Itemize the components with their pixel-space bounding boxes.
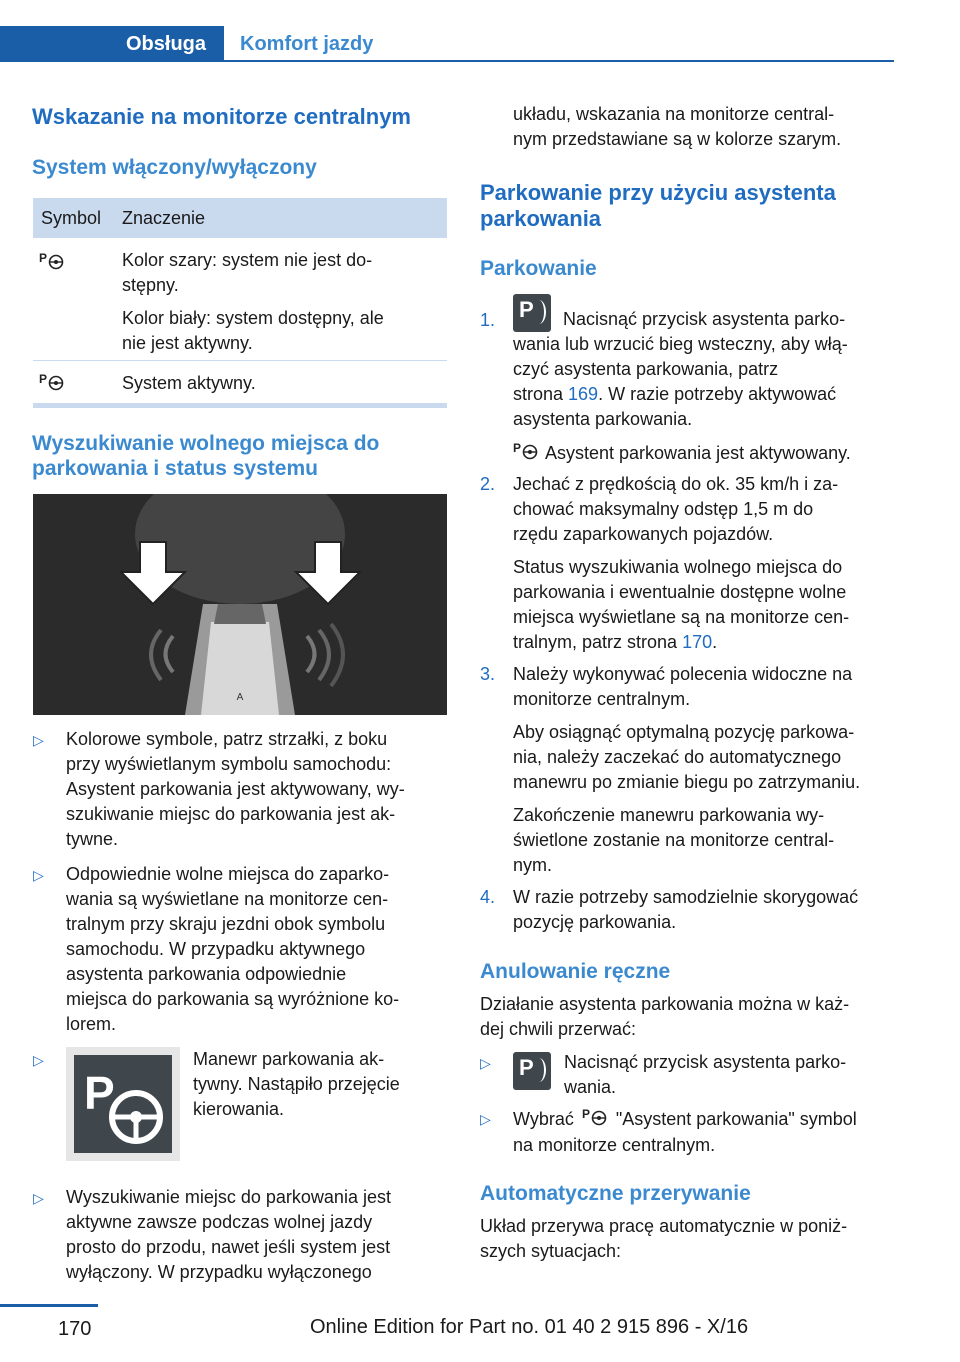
step-text: świetlone zostanie na monitorze central- <box>513 830 835 850</box>
parking-assistant-icon <box>39 250 65 275</box>
list-item <box>33 727 453 852</box>
page-link[interactable]: 169 <box>568 384 599 404</box>
section-title <box>480 180 836 232</box>
step-text: Zakończenie manewru parkowania wy- <box>513 805 825 825</box>
triangle-bullet-icon: ▷ <box>33 867 44 883</box>
title-line: Parkowanie przy użyciu asystenta <box>480 180 836 205</box>
step-text: . <box>712 632 718 652</box>
parking-assistant-icon <box>582 1106 608 1133</box>
subsection-title: Anulowanie ręczne <box>480 960 671 983</box>
bullet-text: samochodu. W przypadku aktywnego <box>66 939 366 959</box>
bullet-text: na monitorze centralnym. <box>513 1135 716 1155</box>
subsection-title: Automatyczne przerywanie <box>480 1182 751 1205</box>
tab-obsluga[interactable]: Obsługa <box>0 26 224 62</box>
bullet-text: Manewr parkowania ak- <box>193 1049 385 1069</box>
paragraph-line: nym przedstawiane są w kolorze szarym. <box>513 129 842 149</box>
parking-button-icon: P <box>513 294 551 332</box>
bullet-text: lorem. <box>66 1014 117 1034</box>
parking-maneuver-icon <box>66 1047 180 1161</box>
step-text: wania lub wrzucić bieg wsteczny, aby włą- <box>513 334 848 354</box>
step-number: 1. <box>480 310 496 330</box>
step-text: monitorze centralnym. <box>513 689 691 709</box>
step-text: miejsca wyświetlane są na monitorze cen- <box>513 607 850 627</box>
tab-komfort-jazdy[interactable]: Komfort jazdy <box>240 32 374 55</box>
step-text: W razie potrzeby samodzielnie skorygować <box>513 887 859 907</box>
table-header-symbol: Symbol <box>41 208 102 228</box>
edition-note: Online Edition for Part no. 01 40 2 915 896 - X/16 <box>310 1316 749 1338</box>
step-text: chować maksymalny odstęp 1,5 m do <box>513 499 814 519</box>
triangle-bullet-icon: ▷ <box>33 1052 44 1068</box>
step-number: 4. <box>480 887 496 907</box>
parking-assistant-icon <box>39 371 65 396</box>
svg-text:P: P <box>39 372 48 386</box>
subsection-title: System włączony/wyłączony <box>32 156 317 179</box>
page-header <box>0 0 960 62</box>
bullet-text: Nacisnąć przycisk asystenta parko- <box>564 1052 847 1072</box>
step-text: . W razie potrzeby aktywować <box>598 384 837 404</box>
bullet-list <box>33 727 453 1285</box>
bullet-text: Kolorowe symbole, patrz strzałki, z boku <box>66 729 388 749</box>
step-text: manewru po zmianie biegu po zatrzymaniu. <box>513 772 861 792</box>
svg-text:P: P <box>513 441 522 455</box>
step-text: Asystent parkowania jest aktywowany. <box>545 443 851 463</box>
step-text: nia, należy zaczekać do automatycznego <box>513 747 842 767</box>
bullet-text: asystenta parkowania odpowiednie <box>66 964 347 984</box>
symbol-table <box>33 198 447 408</box>
step-text: nym. <box>513 855 553 875</box>
bullet-text: Asystent parkowania jest aktywowany, wy- <box>66 779 405 799</box>
triangle-bullet-icon: ▷ <box>480 1055 491 1071</box>
paragraph-line: Działanie asystenta parkowania można w każ- <box>480 994 850 1014</box>
svg-text:A: A <box>236 692 244 703</box>
page-link[interactable]: 170 <box>682 632 713 652</box>
bullet-text: przy wyświetlanym symbolu samochodu: <box>66 754 392 774</box>
table-row <box>33 361 447 408</box>
step-text: Aby osiągnąć optymalną pozycję parkowa- <box>513 722 855 742</box>
row-text: nie jest aktywny. <box>122 333 253 353</box>
subsection-title <box>32 431 452 481</box>
bullet-text: prosto do przodu, nawet jeśli system jest <box>66 1237 391 1257</box>
bullet-text: wyłączony. W przypadku wyłączonego <box>66 1262 372 1282</box>
paragraph-line: układu, wskazania na monitorze central- <box>513 104 835 124</box>
title-line: Wyszukiwanie wolnego miejsca do <box>32 432 380 455</box>
bullet-text: Wybrać <box>513 1109 574 1129</box>
parking-assistant-icon <box>513 440 539 467</box>
bullet-text: tralnym przy skraju jezdni obok symbolu <box>66 914 386 934</box>
row-text: Kolor szary: system nie jest do- <box>122 250 373 270</box>
page-number: 170 <box>58 1318 92 1340</box>
step-number: 3. <box>480 664 496 684</box>
step-text: pozycję parkowania. <box>513 912 677 932</box>
svg-text:P: P <box>84 1067 115 1119</box>
row-text: Kolor biały: system dostępny, ale <box>122 308 384 328</box>
bullet-text: Odpowiednie wolne miejsca do zaparko- <box>66 864 390 884</box>
bullet-text: wania. <box>564 1077 617 1097</box>
svg-text:P: P <box>39 251 48 265</box>
triangle-bullet-icon: ▷ <box>33 1190 44 1206</box>
title-line: parkowania i status systemu <box>32 457 318 480</box>
paragraph-line: Układ przerywa pracę automatycznie w poniż- <box>480 1216 848 1236</box>
bullet-text: tywny. Nastąpiło przejęcie <box>193 1074 400 1094</box>
bullet-text: tywne. <box>66 829 119 849</box>
section-title: Wskazanie na monitorze centralnym <box>32 104 411 129</box>
parking-illustration <box>33 494 447 715</box>
list-item <box>33 1047 453 1173</box>
step-text: strona <box>513 384 569 404</box>
footer-divider <box>0 1304 98 1307</box>
bullet-text: aktywne zawsze podczas wolnej jazdy <box>66 1212 373 1232</box>
paragraph-line: szych sytuacjach: <box>480 1241 622 1261</box>
header-divider <box>224 60 894 62</box>
step-text: Status wyszukiwania wolnego miejsca do <box>513 557 843 577</box>
bullet-text: wania są wyświetlane na monitorze cen- <box>66 889 389 909</box>
step-text: Nacisnąć przycisk asystenta parko- <box>563 309 846 329</box>
triangle-bullet-icon: ▷ <box>480 1111 491 1127</box>
triangle-bullet-icon: ▷ <box>33 732 44 748</box>
table-header <box>33 198 447 238</box>
row-text: System aktywny. <box>122 373 256 393</box>
subsection-title: Parkowanie <box>480 257 597 280</box>
step-text: tralnym, patrz strona <box>513 632 683 652</box>
title-line: parkowania <box>480 206 602 231</box>
row-text: stępny. <box>122 275 179 295</box>
step-text: asystenta parkowania. <box>513 409 693 429</box>
bullet-text: szukiwanie miejsc do parkowania jest ak- <box>66 804 396 824</box>
svg-text:P: P <box>581 1107 590 1121</box>
bullet-text: Wyszukiwanie miejsc do parkowania jest <box>66 1187 391 1207</box>
list-item <box>33 862 453 1037</box>
bullet-text: miejsca do parkowania są wyróżnione ko- <box>66 989 400 1009</box>
bullet-text: kierowania. <box>193 1099 285 1119</box>
step-text: Należy wykonywać polecenia widoczne na <box>513 664 853 684</box>
step-text: czyć asystenta parkowania, patrz <box>513 359 779 379</box>
table-header-meaning: Znaczenie <box>122 208 206 228</box>
step-number: 2. <box>480 474 496 494</box>
table-row <box>33 238 447 361</box>
parking-button-icon: P <box>513 1052 551 1090</box>
paragraph-line: dej chwili przerwać: <box>480 1019 637 1039</box>
step-text: rzędu zaparkowanych pojazdów. <box>513 524 774 544</box>
list-item <box>33 1185 453 1285</box>
step-text: parkowania i ewentualnie dostępne wolne <box>513 582 847 602</box>
step-text: Jechać z prędkością do ok. 35 km/h i za- <box>513 474 839 494</box>
bullet-text: "Asystent parkowania" symbol <box>615 1109 857 1129</box>
